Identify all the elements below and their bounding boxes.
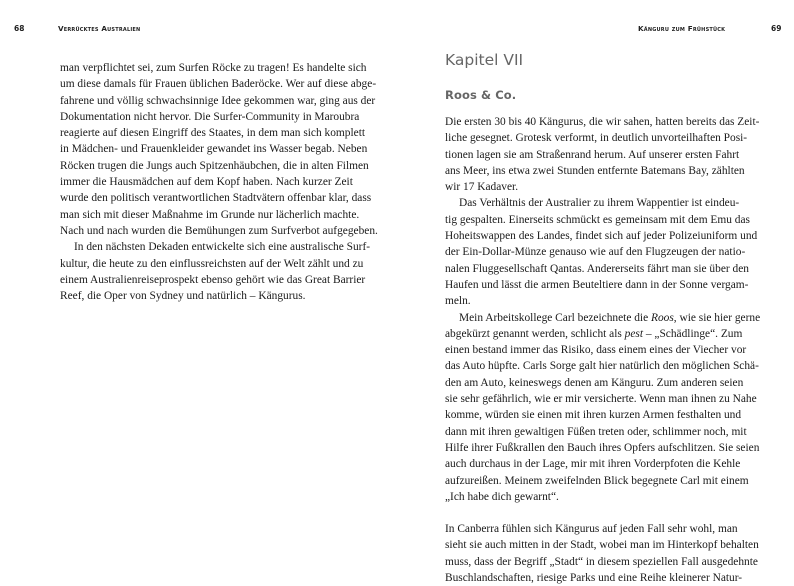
left-page	[0, 0, 397, 567]
text-line: Reef, die Oper von Sydney und natürlich – Kängurus.	[60, 290, 306, 303]
text-line: sie sehr gefährlich, wie er mir versicherte. Wenn man ihnen zu Nahe	[445, 393, 757, 406]
chapter-title: Kapitel VII	[445, 51, 524, 69]
text-line: Dokumentation nicht hervor. Die Surfer-Community in Maroubra	[60, 110, 360, 123]
text-line: Mein Arbeitskollege Carl bezeichnete die Roos, wie sie hier gerne	[459, 311, 761, 324]
text-line: Buschlandschaften, riesige Parks und eine Reihe kleinerer Natur-	[445, 572, 743, 585]
body-text-right	[445, 114, 761, 586]
text-line: In Canberra fühlen sich Kängurus auf jeden Fall sehr wohl, man	[445, 523, 738, 536]
text-line: tig gespalten. Einerseits schmückt es gemeinsam mit dem Emu das	[445, 213, 750, 226]
text-line: reagierte auf diesen Eingriff des Staates, in dem man sich komplett	[60, 127, 366, 140]
text-line: In den nächsten Dekaden entwickelte sich eine australische Surf-	[74, 241, 371, 254]
text-line: einem Australienreiseprospekt ebenso gehört wie das Great Barrier	[60, 273, 366, 286]
text-line: aufzureißen. Meinem zweifelnden Blick begegnete Carl mit einem	[445, 474, 749, 487]
body-text-left	[60, 60, 378, 304]
text-line: meln.	[445, 295, 471, 308]
text-line: tionen lagen sie am Straßenrand herum. Auf unserer ersten Fahrt	[445, 148, 740, 161]
text-line: Nach und nach wurden die Bemühungen zum Surfverbot aufgegeben.	[60, 224, 378, 237]
text-line: man sich mit dieser Maßnahme im Grunde nur lächerlich machte.	[60, 208, 360, 221]
italic-term: pest	[624, 327, 644, 340]
right-page	[397, 0, 794, 585]
text-line: Hilfe ihrer Fußkrallen den Bauch ihres Opfers aufschlitzen. Sie seien	[445, 441, 760, 454]
text-line: um diese damals für Frauen üblichen Baderöcke. Wer auf diese abge-	[60, 78, 377, 91]
text-line: der Ein-Dollar-Münze genauso wie auf den Flugzeugen der natio-	[445, 246, 746, 259]
text-line: dann mit ihren gewaltigen Füßen treten oder, schlimmer noch, mit	[445, 425, 747, 438]
text-line: Röcken trugen die Jungs auch Spitzenhäubchen, die in alten Filmen	[60, 159, 369, 172]
text-line: sieht sie auch mitten in der Stadt, wobei man im Hinterkopf behalten	[445, 539, 759, 552]
text-line: kultur, die heute zu den einflussreichsten auf der Welt zählt und zu	[60, 257, 364, 270]
text-line: Haufen und lässt die armen Beuteltiere dann in der Sonne vergam-	[445, 278, 749, 291]
text-line: auch durchaus in der Lage, mir mit ihren Vorderpfoten die Kehle	[445, 458, 741, 471]
text-line: muss, dass der Begriff „Stadt“ in diesem speziellen Fall ausgedehnte	[445, 555, 758, 568]
text-line: Hoheitswappen des Landes, findet sich auf jeder Polizeiuniform und	[445, 230, 758, 243]
text-line: man verpflichtet sei, zum Surfen Röcke zu tragen! Es handelte sich	[60, 62, 367, 74]
text-line: in Mädchen- und Frauenkleider gewandet ins Wasser begab. Neben	[60, 143, 368, 156]
text-line: Die ersten 30 bis 40 Kängurus, die wir sahen, hatten bereits das Zeit-	[445, 116, 760, 128]
text-line: Das Verhältnis der Australier zu ihrem Wappentier ist eindeu-	[459, 197, 740, 210]
page-number-left: 68	[14, 24, 25, 33]
text-line: wir 17 Kadaver.	[445, 181, 519, 194]
italic-term: Roos	[651, 311, 674, 324]
text-line: das Auto hüpfte. Carls Sorge galt hier natürlich den möglichen Schä-	[445, 360, 759, 373]
text-line: immer die Hausmädchen auf dem Kopf haben. Nach kurzer Zeit	[60, 176, 353, 189]
text-line: liche gesegnet. Grotesk verformt, in deutlich unvorteilhaften Posi-	[445, 132, 748, 145]
running-head-left: Verrücktes Australien	[58, 24, 141, 33]
text-line: fahrene und völlig schwachsinnige Idee gekommen war, ging aus der	[60, 94, 376, 107]
text-line: den am Auto, keineswegs denen am Känguru. Zum anderen seien	[445, 376, 744, 389]
text-line: wurde den politisch verantwortlichen Stadtvätern offenbar klar, dass	[60, 192, 372, 205]
text-line: „Ich habe dich gewarnt“.	[445, 490, 559, 503]
text-line: ans Meer, ins etwa zwei Stunden entfernte Batemans Bay, zählten	[445, 164, 745, 177]
running-head-right: Känguru zum Frühstück	[638, 24, 726, 33]
text-line: abgekürzt genannt werden, schlicht als pest – „Schädlinge“. Zum	[445, 327, 743, 340]
text-line: einen bestand immer das Risiko, dass einem eines der Viecher vor	[445, 344, 747, 357]
section-title: Roos & Co.	[445, 88, 517, 102]
page-number-right: 69	[771, 24, 782, 33]
text-line: komme, würden sie einen mit ihren kurzen Armen festhalten und	[445, 409, 742, 422]
text-line: nalen Fluggesellschaft Qantas. Andererseits fährt man sie über den	[445, 262, 749, 275]
